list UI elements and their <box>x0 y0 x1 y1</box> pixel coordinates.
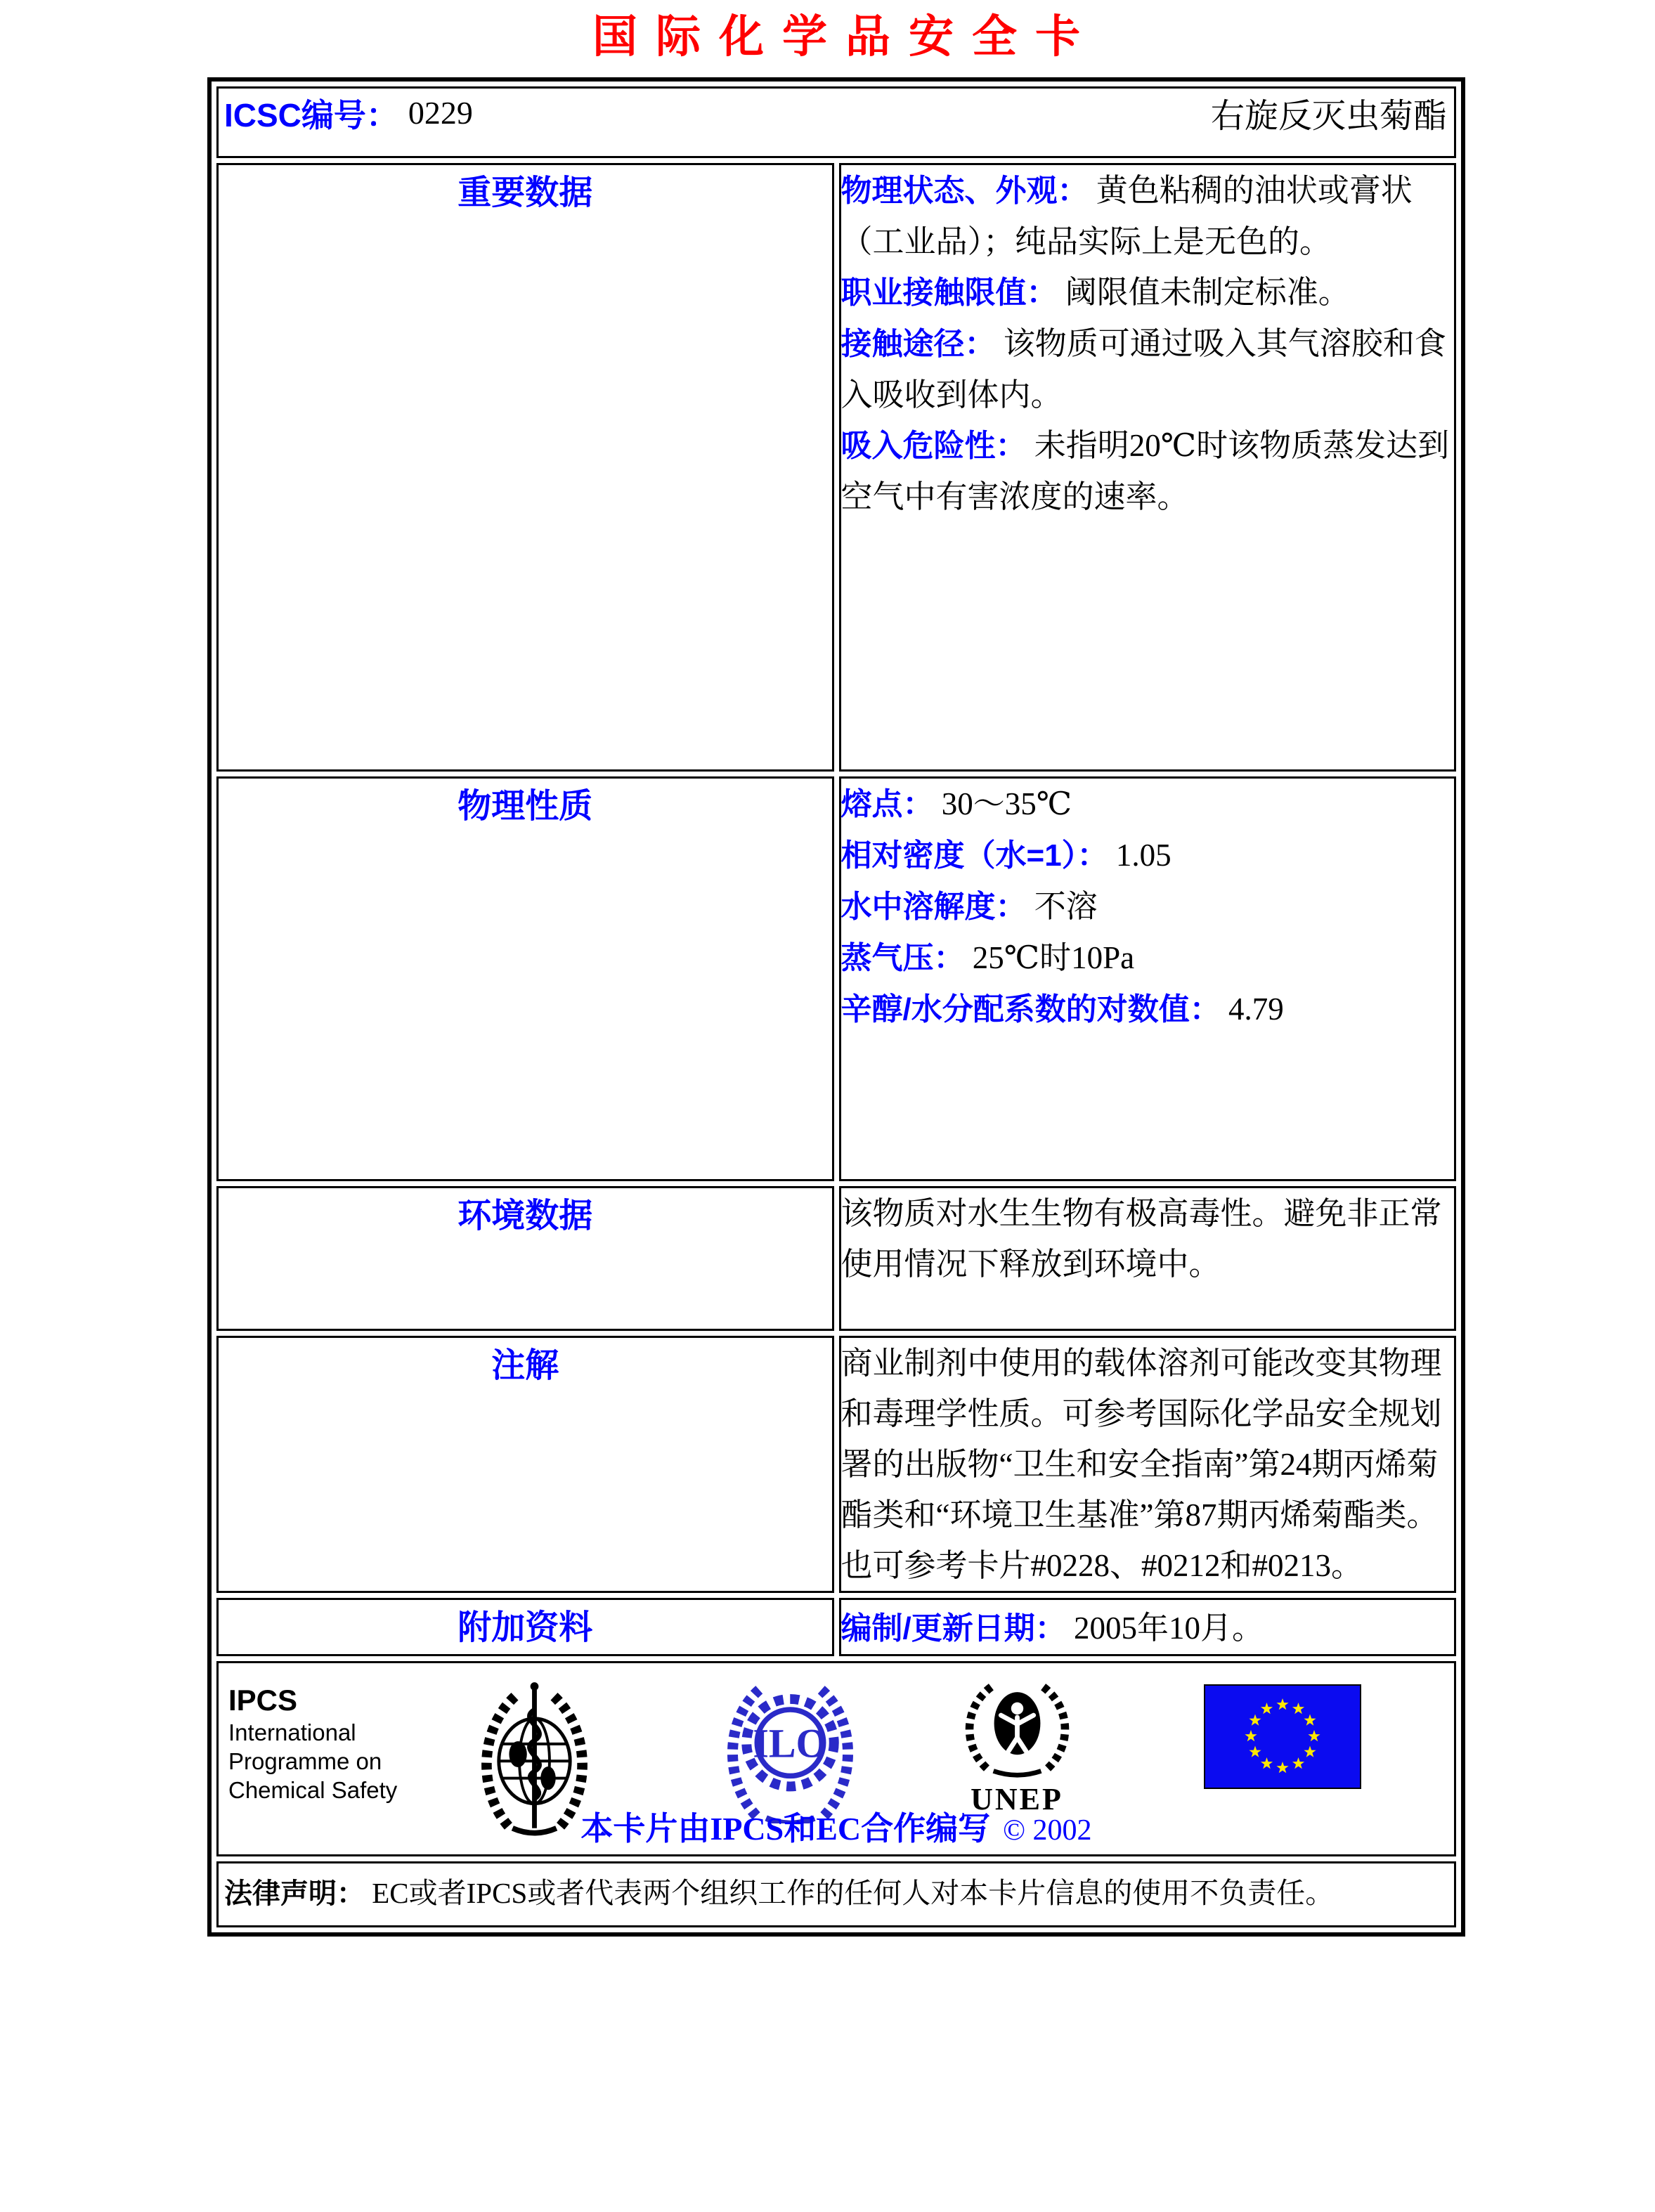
field-update-date: 编制/更新日期： 2005年10月。 <box>841 1611 1264 1646</box>
field-physical-state: 物理状态、外观： 黄色粘稠的油状或膏状（工业品）；纯品实际上是无色的。 <box>841 173 1413 259</box>
section-important-data <box>216 163 1456 772</box>
footer-row <box>216 1661 1456 1856</box>
legal-notice <box>219 1863 1454 1912</box>
ipcs-text-block: IPCS International Programme on Chemical Safety <box>228 1684 398 1803</box>
legal-row <box>216 1861 1456 1927</box>
footer-caption: 本卡片由IPCS和EC合作编写 © 2002 <box>580 1811 1092 1847</box>
additional-info-content <box>839 1598 1457 1656</box>
physical-properties-label: 物理性质 <box>216 776 834 1181</box>
important-data-content <box>839 163 1457 772</box>
important-data-label: 重要数据 <box>216 163 834 772</box>
field-melting-point: 熔点： 30～35℃ <box>841 786 1072 821</box>
environmental-data-label: 环境数据 <box>216 1186 834 1331</box>
page-title: 国际化学品安全卡 <box>592 11 1098 62</box>
notes-label: 注解 <box>216 1336 834 1593</box>
icsc-number-label: ICSC编号： <box>224 96 398 134</box>
environmental-data-text: 该物质对水生生物有极高毒性。避免非正常使用情况下释放到环境中。 <box>841 1196 1442 1282</box>
copyright: © 2002 <box>1003 1814 1092 1847</box>
field-exposure-routes: 接触途径： 该物质可通过吸入其气溶胶和食入吸收到体内。 <box>841 326 1446 412</box>
additional-info-label: 附加资料 <box>216 1598 834 1656</box>
eu-flag-icon <box>1204 1684 1361 1789</box>
field-octanol-water-partition: 辛醇/水分配系数的对数值： 4.79 <box>841 991 1284 1027</box>
notes-content <box>839 1336 1457 1593</box>
section-notes <box>216 1336 1456 1593</box>
environmental-data-content <box>839 1186 1457 1331</box>
unep-logo-icon <box>954 1674 1080 1816</box>
physical-properties-content <box>839 776 1457 1181</box>
unep-label: UNEP <box>971 1782 1063 1816</box>
icsc-number-value: 0229 <box>408 95 473 131</box>
ilo-letters: ILO <box>753 1720 828 1767</box>
legal-label: 法律声明： <box>224 1878 365 1909</box>
field-relative-density: 相对密度（水=1）： 1.05 <box>841 838 1172 873</box>
legal-text: EC或者IPCS或者代表两个组织工作的任何人对本卡片信息的使用不负责任。 <box>372 1877 1335 1909</box>
field-vapor-pressure: 蒸气压： 25℃时10Pa <box>841 940 1135 975</box>
field-inhalation-risk: 吸入危险性： 未指明20℃时该物质蒸发达到空气中有害浓度的速率。 <box>841 428 1450 514</box>
icsc-card-table <box>207 77 1465 1937</box>
section-additional-info <box>216 1598 1456 1656</box>
ilo-logo-icon <box>715 1669 866 1827</box>
notes-text: 商业制剂中使用的载体溶剂可能改变其物理和毒理学性质。可参考国际化学品安全规划署的出版物“卫生和安全指南”第24期丙烯菊酯类和“环境卫生基准”第87期丙烯菊酯类。也可参考卡片#0228、#0212和#0213。 <box>841 1346 1442 1583</box>
section-physical-properties <box>216 776 1456 1181</box>
chemical-name: 右旋反灭虫菊酯 <box>1210 98 1447 135</box>
field-occupational-limits: 职业接触限值： 阈限值未制定标准。 <box>841 275 1350 310</box>
field-water-solubility: 水中溶解度： 不溶 <box>841 889 1098 924</box>
section-environmental-data <box>216 1186 1456 1331</box>
ipcs-title: IPCS <box>228 1684 298 1717</box>
header-row <box>216 86 1456 158</box>
